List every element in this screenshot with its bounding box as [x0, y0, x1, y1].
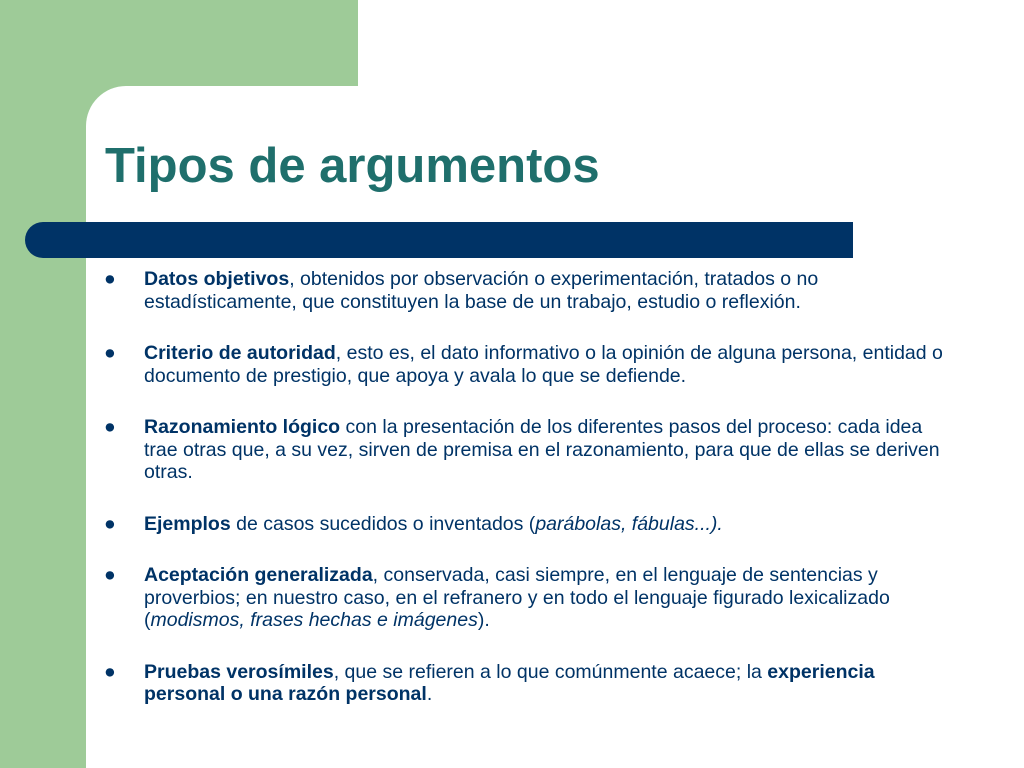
item-term: Ejemplos [144, 512, 231, 535]
item-term: Datos objetivos [144, 268, 290, 290]
item-term: Aceptación generalizada [144, 564, 373, 586]
item-term: Pruebas verosímiles [144, 660, 334, 683]
bullet-icon: ● [104, 268, 116, 290]
item-emphasis: experiencia personal o una razón personal [144, 660, 875, 705]
bullet-icon: ● [104, 342, 116, 364]
list-item: ● Razonamiento lógico con la presentación de los diferentes pasos del proceso: cada idea trae otras que, a su vez, sirven de premisa en el razonamiento, para que de ellas se deriven otras. [104, 416, 940, 483]
list-item: ● Aceptación generalizada, conservada, casi siempre, en el lenguaje de sentencias y proverbios; en nuestro caso, en el refranero y en todo el lenguaje figurado lexicalizado (modismos, frases hechas e imágenes). [104, 564, 890, 631]
list-item: ● Pruebas verosímiles, que se refieren a lo que comúnmente acaece; la experiencia personal o una razón personal. [104, 660, 875, 705]
argument-list [104, 268, 954, 735]
list-item: ● Datos objetivos, obtenidos por observación o experimentación, tratados o no estadísticamente, que constituyen la base de un trabajo, estudio o reflexión. [104, 268, 819, 313]
bullet-icon: ● [104, 512, 116, 535]
item-term: Criterio de autoridad [144, 342, 336, 364]
bullet-icon: ● [104, 660, 116, 683]
bullet-icon: ● [104, 564, 116, 586]
item-term: Razonamiento lógico [144, 416, 341, 438]
bullet-icon: ● [104, 416, 116, 438]
title-divider-bar [25, 222, 853, 258]
slide-title: Tipos de argumentos [105, 139, 600, 193]
list-item: ● Ejemplos de casos sucedidos o inventados (parábolas, fábulas...). [104, 512, 723, 535]
list-item: ● Criterio de autoridad, esto es, el dato informativo o la opinión de alguna persona, entidad o documento de prestigio, que apoya y avala lo que se defiende. [104, 342, 943, 387]
